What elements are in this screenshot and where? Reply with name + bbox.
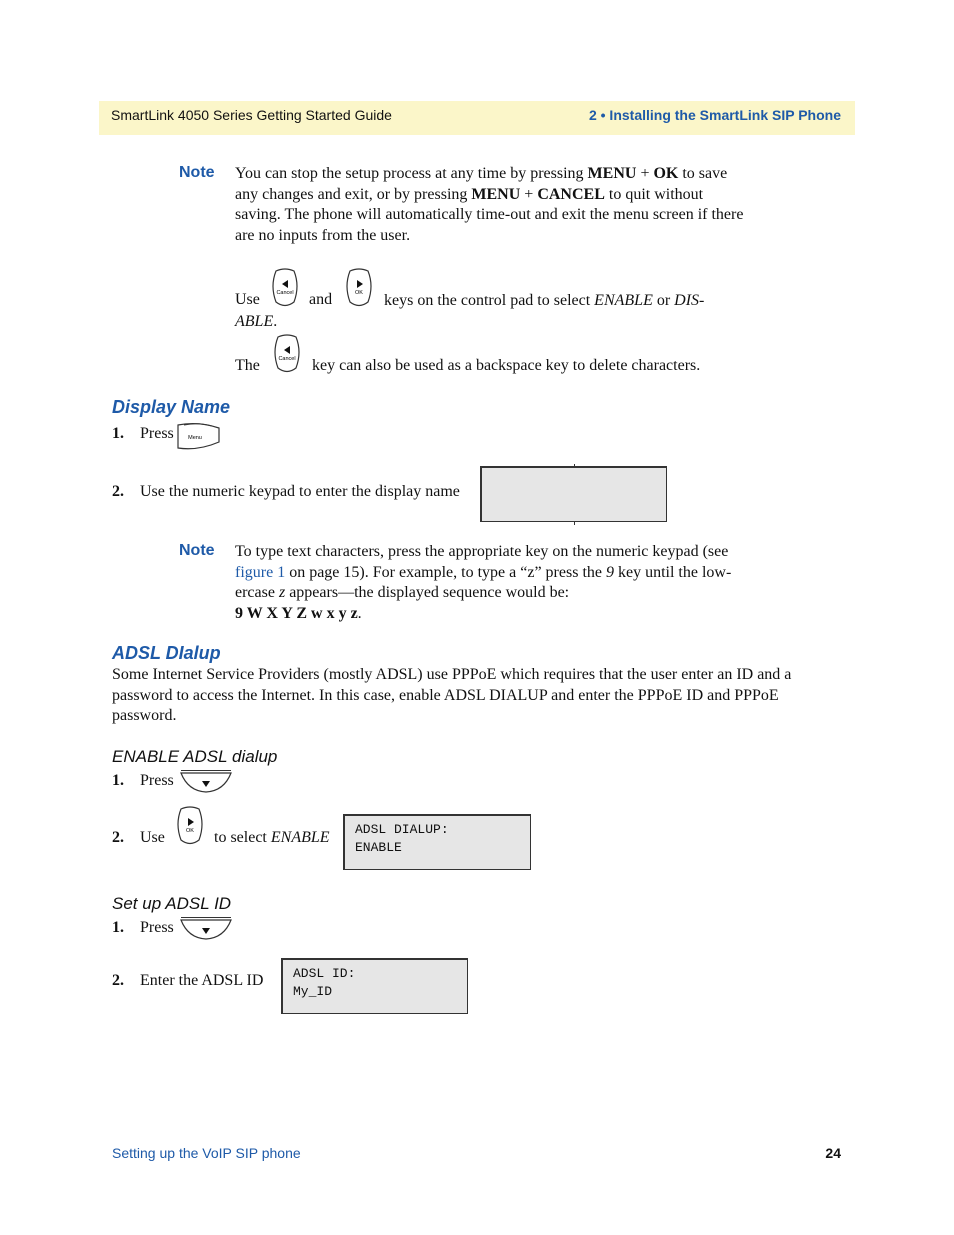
select-enable-text: to select ENABLE <box>214 829 330 846</box>
step-number: 1. <box>112 772 124 789</box>
running-header <box>99 101 855 135</box>
svg-text:Menu: Menu <box>188 435 202 441</box>
subheading-enable-adsl: ENABLE ADSL dialup <box>112 747 278 766</box>
section-heading-display-name: Display Name <box>112 397 231 417</box>
lcd-display-adsl-dialup <box>343 814 531 870</box>
note-text: To type text characters, press the appropriate key on the numeric keypad (see figure 1 on page 15). For example, to type a “z” press the 9 key until the low-ercase z appears—the displayed sequence would be: 9 W X Y Z w x y z. <box>235 543 732 622</box>
svg-text:Cancel: Cancel <box>278 356 296 362</box>
step-number: 1. <box>112 919 124 936</box>
the-word: The <box>235 357 260 374</box>
step-text: Press <box>140 919 174 936</box>
step-number: 1. <box>112 425 124 442</box>
header-guide-title: SmartLink 4050 Series Getting Started Guide <box>111 107 392 123</box>
svg-text:OK: OK <box>355 290 363 296</box>
step-text: Enter the ADSL ID <box>140 972 264 989</box>
step-text: Use the numeric keypad to enter the display name <box>140 483 460 500</box>
step-text: Use <box>140 829 165 846</box>
header-chapter-title: 2 • Installing the SmartLink SIP Phone <box>588 107 841 123</box>
ok-key-icon <box>174 806 206 851</box>
down-arrow-key-icon <box>180 769 232 800</box>
note-label: Note <box>179 542 215 559</box>
section-heading-adsl-dialup: ADSL DIalup <box>112 643 221 663</box>
cancel-key-icon <box>271 334 303 379</box>
step-text: Press <box>140 772 174 789</box>
subheading-setup-adsl-id: Set up ADSL ID <box>112 894 232 913</box>
backspace-text: key can also be used as a backspace key to delete characters. <box>312 357 701 374</box>
step-number: 2. <box>112 483 124 500</box>
step-text: Press <box>140 425 174 442</box>
figure-link[interactable]: figure 1 <box>235 563 286 581</box>
footer-section-title: Setting up the VoIP SIP phone <box>112 1145 301 1161</box>
and-word: and <box>309 291 333 308</box>
lcd-line-1: ADSL DIALUP: <box>355 822 449 837</box>
lcd-display-empty <box>480 466 667 522</box>
select-enable-text: keys on the control pad to select ENABLE or DIS- ABLE. <box>235 292 705 330</box>
adsl-intro-paragraph: Some Internet Service Providers (mostly ADSL) use PPPoE which requires that the user enter an ID and a password to access the Internet. In this case, enable ADSL DIALUP and enter the PPPoE ID and PPPoE password. <box>112 666 792 724</box>
step-number: 2. <box>112 972 124 989</box>
svg-text:Cancel: Cancel <box>276 290 294 296</box>
note-label: Note <box>179 164 215 181</box>
lcd-line-2: My_ID <box>293 984 333 999</box>
note-text: You can stop the setup process at any time by pressing MENU + OK to save any changes and exit, or by pressing MENU + CANCEL to quit without saving. The phone will automatically time-out and exit the menu screen if there are no inputs from the user. <box>235 165 744 244</box>
lcd-display-adsl-id <box>281 958 468 1014</box>
menu-key-icon <box>176 420 222 457</box>
svg-text:OK: OK <box>186 828 194 834</box>
page-number: 24 <box>825 1145 841 1161</box>
use-word: Use <box>235 291 260 308</box>
lcd-line-2: ENABLE <box>355 840 402 855</box>
step-number: 2. <box>112 829 124 846</box>
lcd-line-1: ADSL ID: <box>293 966 356 981</box>
down-arrow-key-icon <box>180 916 232 947</box>
